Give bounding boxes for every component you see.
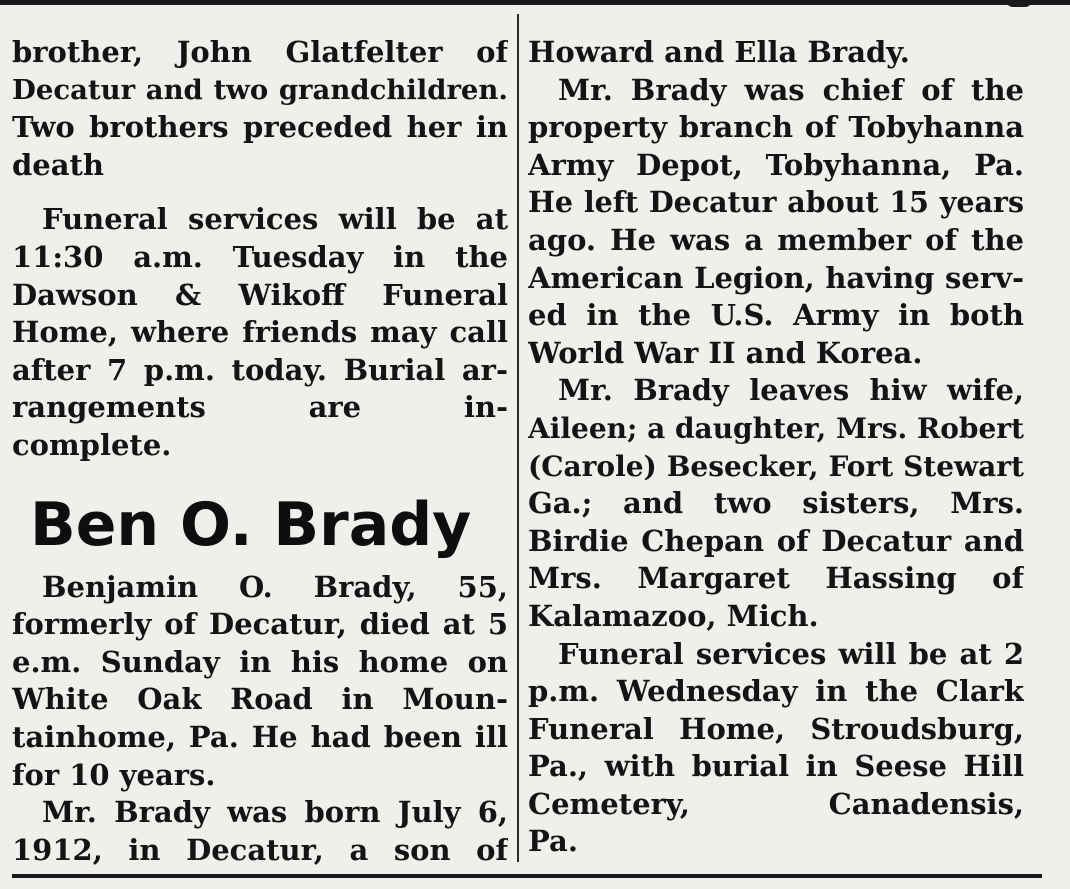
text-line: Funeral services will be at [42,202,508,237]
paragraph-funeral-arrangements [528,636,1024,862]
bottom-rule [12,874,1042,878]
text-line: death [12,147,104,182]
text-line: Mrs. Margaret Hassing of [528,561,1024,596]
paragraph-continuation [12,34,508,184]
text-line: Dawson & Wikoff Funeral [12,277,508,312]
text-line: Decatur and two grandchildren. [12,73,508,106]
text-line: World War II and Korea. [528,335,923,370]
text-line: brother, John Glatfelter of [12,35,508,69]
text-line: 1912, in Decatur, a son of [12,832,508,867]
text-line: Birdie Chepan of Decatur and [528,523,1024,558]
text-line: after 7 p.m. today. Burial ar- [12,352,508,387]
text-line: Funeral services will be at 2 [558,636,1024,671]
text-line: (Carole) Besecker, Fort Stewart [528,449,1024,483]
text-line: American Legion, having serv- [528,260,1024,295]
paragraph-funeral-services [12,201,508,464]
text-line: Pa. [528,824,578,859]
text-line: 11:30 a.m. Tuesday in the [12,239,508,274]
text-line: Aileen; a daughter, Mrs. Robert [528,411,1024,445]
text-line: e.m. Sunday in his home on [12,644,508,679]
text-line: complete. [12,427,172,462]
text-line: Mr. Brady was chief of the [558,72,1024,107]
top-rule-ornament [1006,0,1032,7]
text-line: Pa., with burial in Seese Hill [528,749,1024,784]
paragraph-survivors [528,372,1024,635]
text-line: Mr. Brady leaves hiw wife, [558,373,1024,408]
text-line: White Oak Road in Moun- [12,682,508,717]
text-line: Two brothers preceded her in [12,110,508,145]
text-line: for 10 years. [12,757,216,792]
paragraph-parents [528,34,1024,72]
text-line: Benjamin O. Brady, 55, [42,569,508,604]
text-line: ed in the U.S. Army in both [528,298,1024,333]
text-line: Ga.; and two sisters, Mrs. [528,486,1024,521]
text-line: Mr. Brady was born July 6, [42,795,508,830]
text-line: Kalamazoo, Mich. [528,598,819,633]
top-rule [0,0,1070,5]
text-line: Funeral Home, Stroudsburg, [528,711,1024,746]
text-line: He left Decatur about 15 years [528,185,1024,220]
text-line: Howard and Ella Brady. [528,35,910,69]
text-line: property branch of Tobyhanna [528,110,1024,145]
paragraph-birth [12,794,508,869]
obituary-headline: Ben O. Brady [30,489,472,560]
text-line: p.m. Wednesday in the Clark [528,674,1024,709]
text-line: tainhome, Pa. He had been ill [12,719,508,754]
text-line: ago. He was a member of the [528,222,1024,257]
paragraph-career [528,72,1024,373]
right-column [528,34,1024,861]
text-line: rangements are in- [12,390,508,425]
text-line: Army Depot, Tobyhanna, Pa. [528,147,1024,182]
text-line: Cemetery, Canadensis, [528,786,1024,821]
left-column [12,34,508,869]
column-divider [517,14,519,862]
text-line: Home, where friends may call [12,315,508,350]
text-line: formerly of Decatur, died at 5 [12,607,508,642]
paragraph-death-notice [12,569,508,795]
